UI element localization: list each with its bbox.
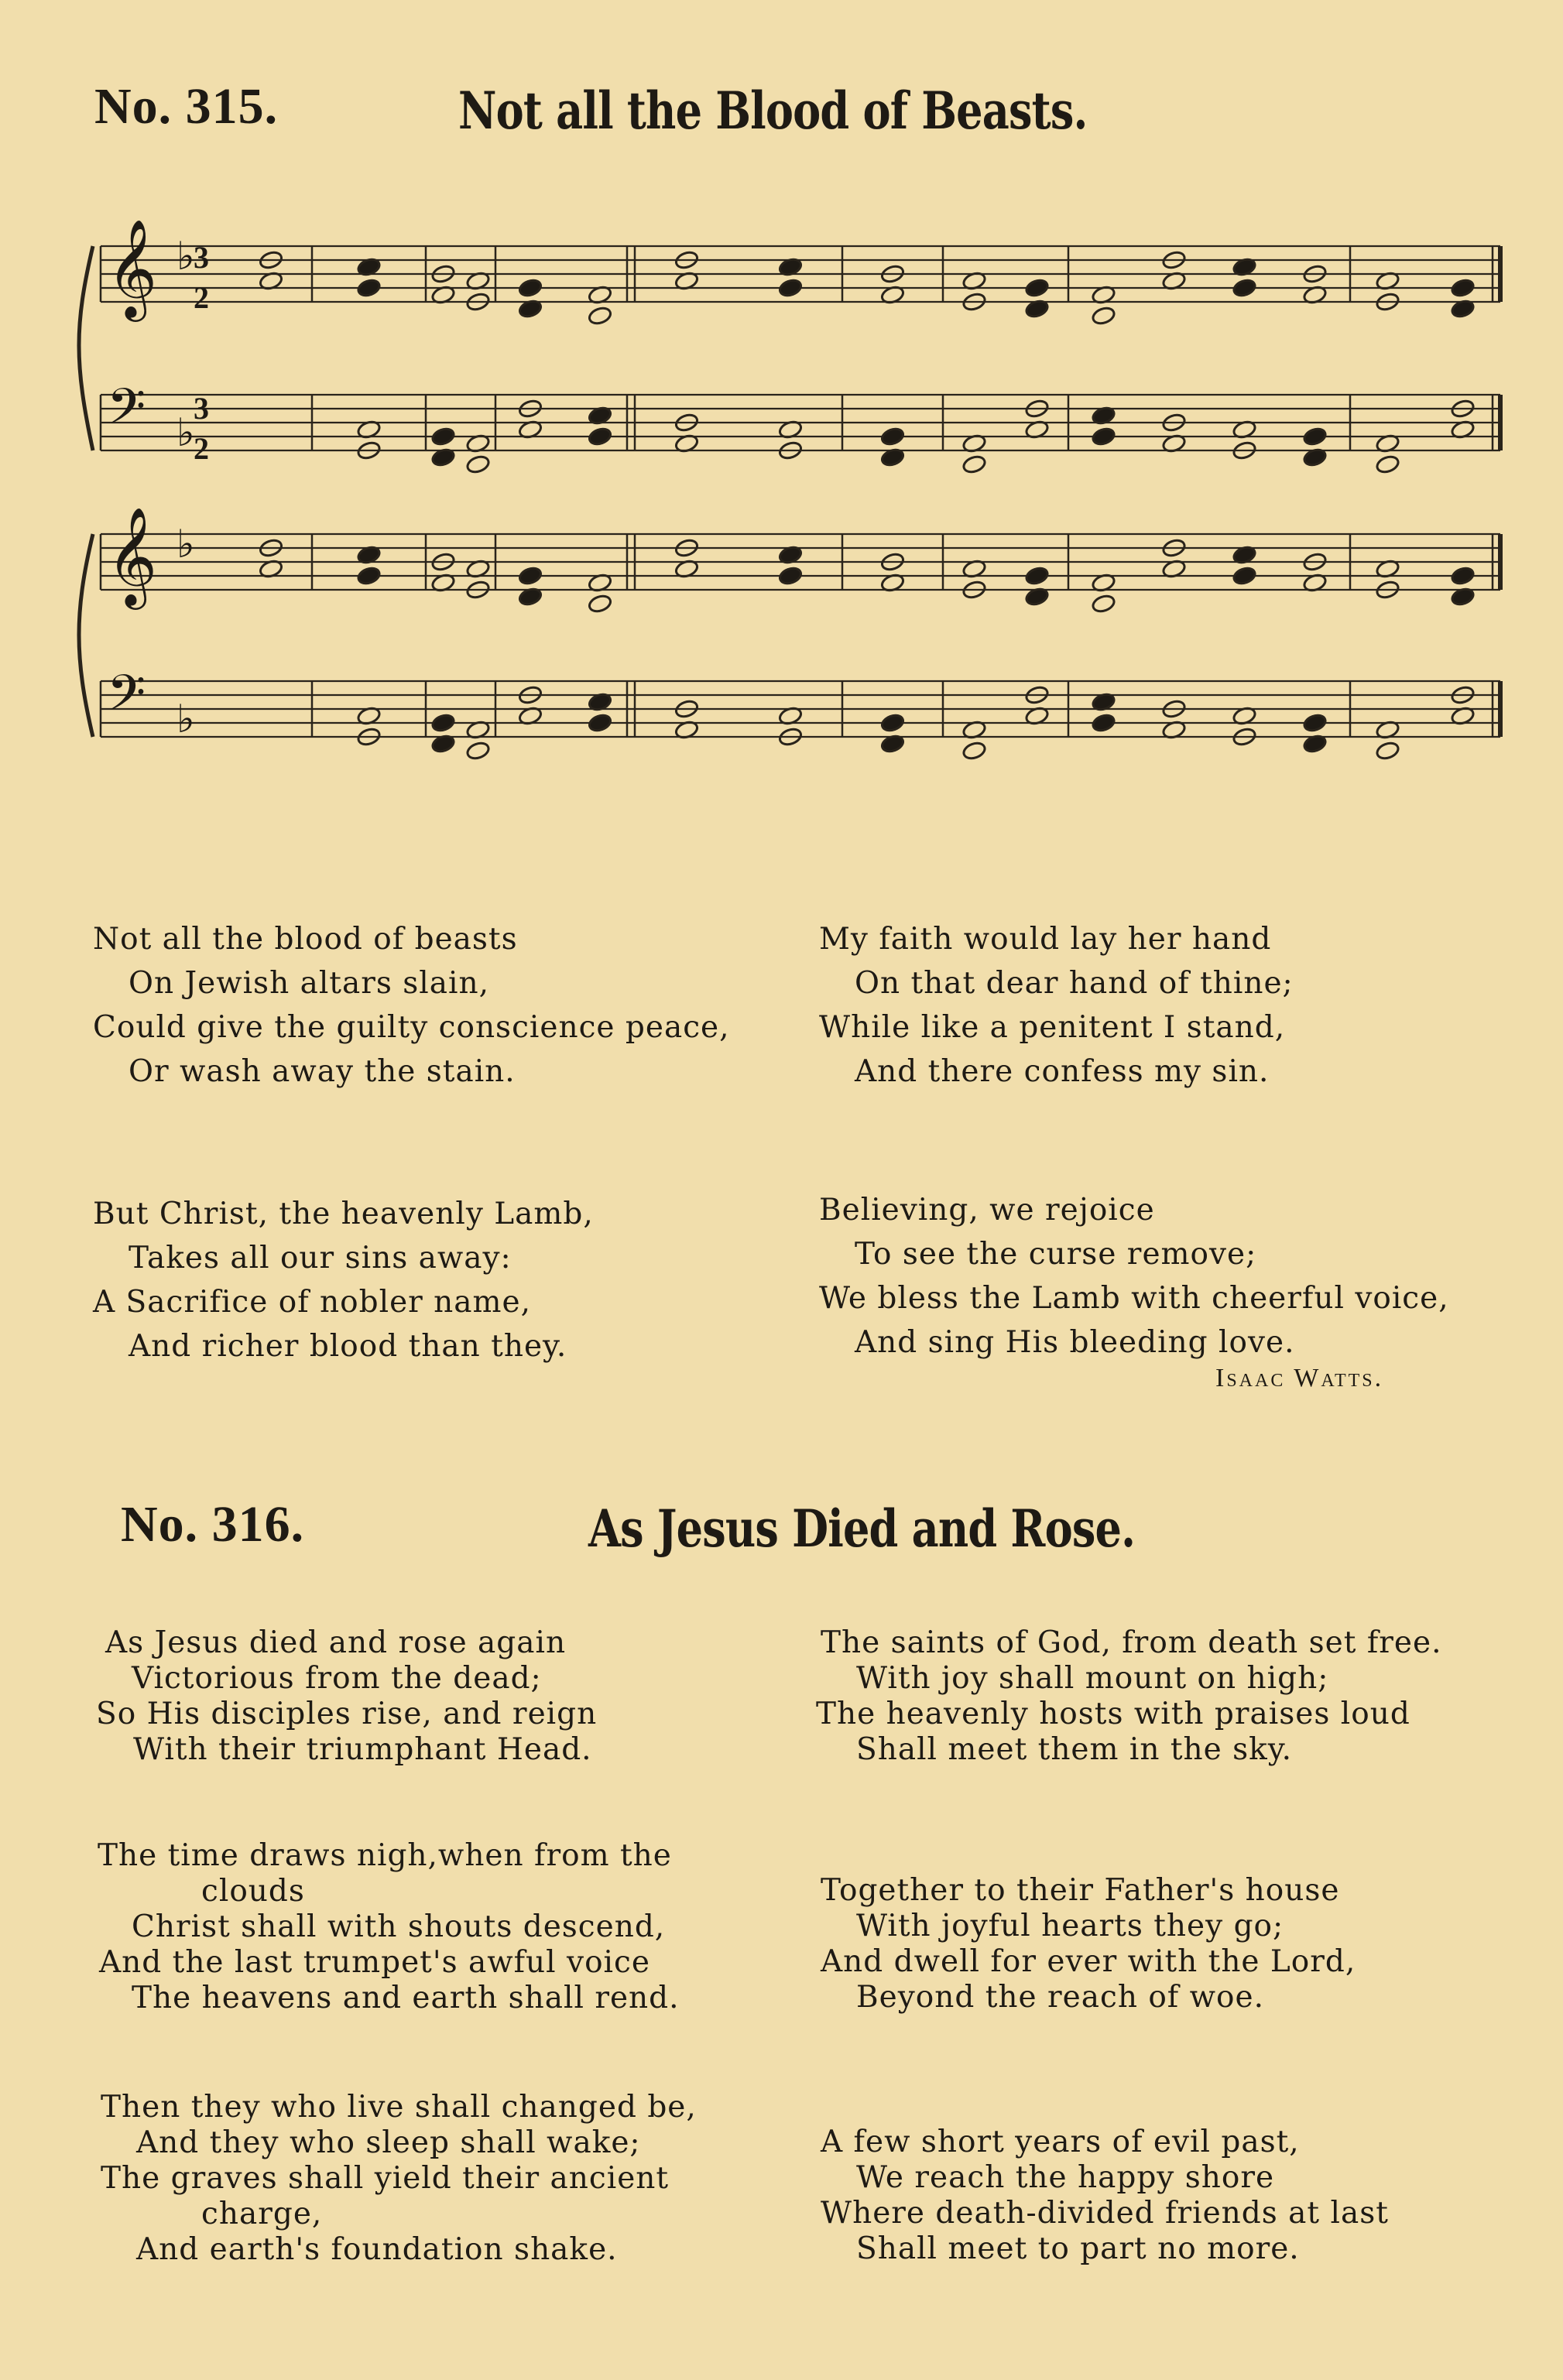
bass-time-signature-bottom: 2 (194, 431, 209, 466)
system-brace-1 (79, 246, 93, 450)
time-signature-bottom: 2 (194, 280, 209, 315)
hymn-316-verse-1: As Jesus died and rose again Victorious from the dead; So His disciples rise, and reign With their triumphant Head. (96, 1625, 598, 1767)
flat-icon: ♭ (177, 410, 195, 455)
hymn-315-author: Isaac Watts. (1215, 1364, 1384, 1392)
bass-clef-icon: 𝄢 (107, 665, 146, 735)
treble-clef-icon: 𝄞 (107, 218, 158, 317)
hymn-315-number: No. 315. (94, 78, 279, 135)
hymn-315-verse-1: Not all the blood of beasts On Jewish altars slain, Could give the guilty conscience peace, Or wash away the stain. (93, 922, 730, 1089)
flat-icon: ♭ (177, 234, 195, 279)
staff-2 (101, 378, 1500, 474)
hymn-315-verse-4: Believing, we rejoice To see the curse remove; We bless the Lamb with cheerful voice, And sing His bleeding love. (819, 1193, 1449, 1360)
hymn-316-number: No. 316. (121, 1496, 305, 1553)
flat-icon: ♭ (177, 522, 195, 567)
staff-4 (101, 665, 1500, 761)
bass-clef-icon: 𝄢 (107, 378, 146, 448)
bass-time-signature-top: 3 (194, 391, 209, 426)
sheet-music (0, 0, 1563, 782)
hymn-316-verse-3: The time draws nigh,when from the clouds Christ shall with shouts descend, And the last trumpet's awful voice The heavens and earth shall rend. (98, 1838, 680, 2015)
staff-3 (101, 506, 1500, 614)
hymn-316-verse-4: Together to their Father's house With joyful hearts they go; And dwell for ever with the Lord, Beyond the reach of woe. (821, 1873, 1356, 2015)
hymn-316-title: As Jesus Died and Rose. (588, 1498, 1136, 1559)
hymn-316-verse-2: The saints of God, from death set free. With joy shall mount on high; The heavenly hosts with praises loud Shall meet them in the sky. (816, 1625, 1442, 1767)
system-brace-2 (79, 534, 93, 737)
hymn-315-verse-3: But Christ, the heavenly Lamb, Takes all our sins away: A Sacrifice of nobler name, And richer blood than they. (93, 1197, 594, 1364)
hymn-315-title: Not all the Blood of Beasts. (458, 80, 1088, 141)
hymn-316-verse-6: A few short years of evil past, We reach the happy shore Where death-divided friends at last Shall meet to part no more. (821, 2125, 1389, 2266)
treble-clef-icon: 𝄞 (107, 506, 158, 605)
time-signature-top: 3 (194, 240, 209, 275)
staff-1 (101, 218, 1500, 326)
flat-icon: ♭ (177, 697, 195, 741)
hymn-316-verse-5: Then they who live shall changed be, And they who sleep shall wake; The graves shall yield their ancient charge, And earth's foundation shake. (101, 2090, 697, 2267)
hymn-315-verse-2: My faith would lay her hand On that dear hand of thine; While like a penitent I stand, And there confess my sin. (819, 922, 1294, 1089)
